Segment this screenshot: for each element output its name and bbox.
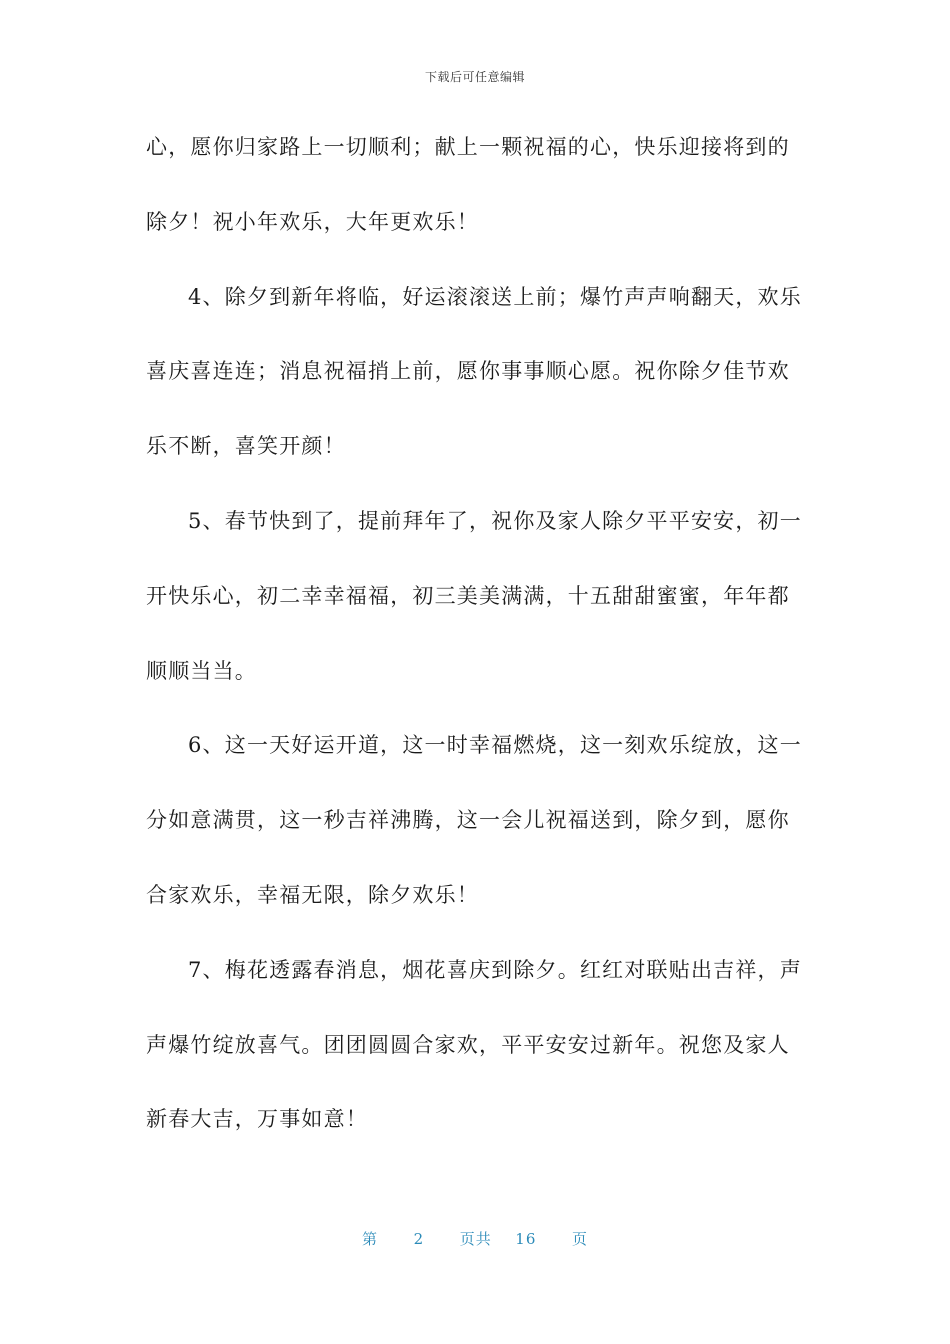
text-line: 新春大吉，万事如意！ — [146, 1107, 368, 1132]
text-line: 分如意满贯，这一秒吉祥沸腾，这一会儿祝福送到，除夕到，愿你 — [146, 808, 790, 833]
text-line: 心，愿你归家路上一切顺利；献上一颗祝福的心，快乐迎接将到的 — [146, 135, 790, 159]
footer-prefix: 第 — [362, 1230, 379, 1248]
footer-total-pages: 16 — [515, 1230, 537, 1248]
text-line: 除夕！祝小年欢乐，大年更欢乐！ — [146, 209, 479, 234]
text-line: 合家欢乐，幸福无限，除夕欢乐！ — [146, 882, 479, 907]
text-line: 喜庆喜连连；消息祝福捎上前，愿你事事顺心愿。祝你除夕佳节欢 — [146, 359, 790, 384]
header-note: 下载后可任意编辑 — [424, 70, 525, 84]
paragraph-start-line: 6、这一天好运开道，这一时幸福燃烧，这一刻欢乐绽放，这一 — [188, 733, 802, 758]
document-body — [146, 120, 806, 1167]
page-footer — [0, 1228, 950, 1249]
text-line: 声爆竹绽放喜气。团团圆圆合家欢，平平安安过新年。祝您及家人 — [146, 1032, 790, 1057]
text-line: 乐不断，喜笑开颜！ — [146, 434, 346, 459]
paragraph-start-line: 4、除夕到新年将临，好运滚滚送上前；爆竹声声响翻天，欢乐 — [188, 284, 802, 309]
footer-page-number: 2 — [413, 1230, 425, 1248]
paragraph-start-line: 7、梅花透露春消息，烟花喜庆到除夕。红红对联贴出吉祥，声 — [188, 957, 802, 982]
text-line: 开快乐心，初二幸幸福福，初三美美满满，十五甜甜蜜蜜，年年都 — [146, 583, 790, 608]
footer-suffix: 页 — [571, 1230, 588, 1248]
paragraph-start-line: 5、春节快到了，提前拜年了，祝你及家人除夕平平安安，初一 — [188, 508, 802, 533]
footer-middle: 页共 — [459, 1230, 492, 1248]
text-line: 顺顺当当。 — [146, 658, 257, 683]
